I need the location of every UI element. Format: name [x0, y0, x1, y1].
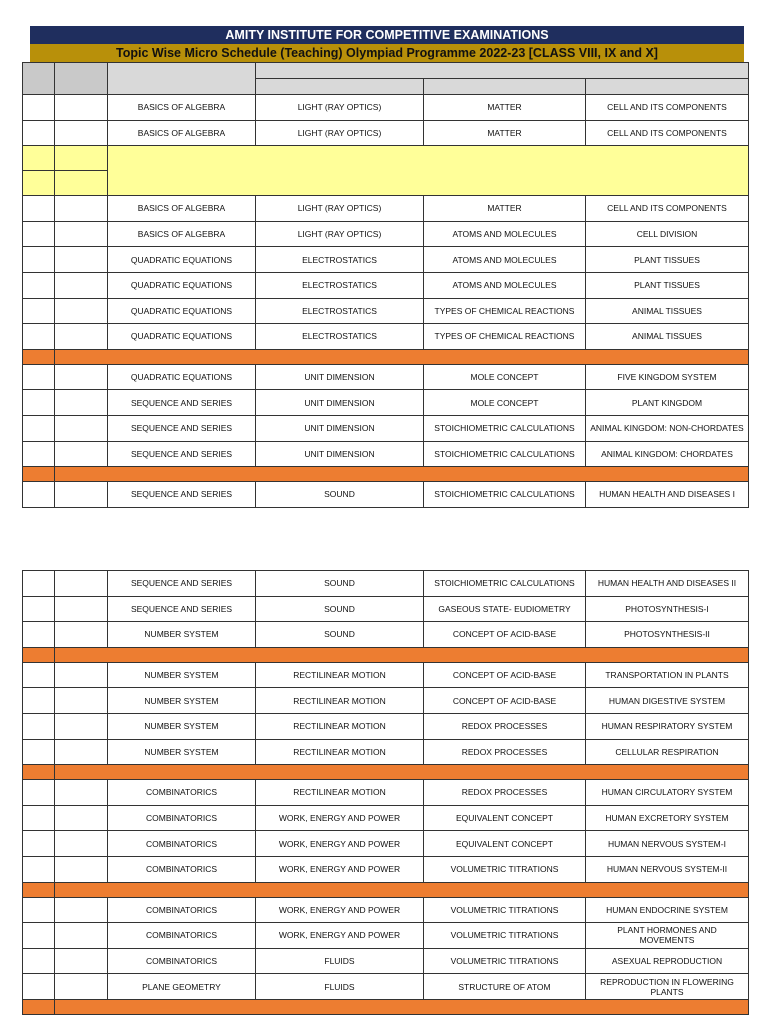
- divider-cell: [23, 882, 55, 897]
- section-divider-row: [23, 765, 749, 780]
- physics-topic-cell: LIGHT (RAY OPTICS): [256, 221, 424, 247]
- section-divider-row: [23, 647, 749, 662]
- maths-topic-cell: SEQUENCE AND SERIES: [108, 415, 256, 441]
- chemistry-topic-cell: TYPES OF CHEMICAL REACTIONS: [424, 324, 586, 350]
- chemistry-topic-cell: EQUIVALENT CONCEPT: [424, 831, 586, 857]
- day-cell: [55, 298, 108, 324]
- schedule-table-2: [22, 570, 749, 1015]
- table-row: [23, 974, 749, 1000]
- maths-topic-cell: COMBINATORICS: [108, 831, 256, 857]
- day-cell: [55, 415, 108, 441]
- table-row: [23, 221, 749, 247]
- section-divider-row: [23, 999, 749, 1014]
- day-cell: [55, 482, 108, 508]
- biology-topic-cell: HUMAN HEALTH AND DISEASES I: [586, 482, 749, 508]
- day-cell: [55, 441, 108, 467]
- maths-topic-cell: NUMBER SYSTEM: [108, 688, 256, 714]
- maths-topic-cell: COMBINATORICS: [108, 923, 256, 949]
- chemistry-topic-cell: TYPES OF CHEMICAL REACTIONS: [424, 298, 586, 324]
- day-cell: [55, 831, 108, 857]
- date-cell: [23, 739, 55, 765]
- physics-topic-cell: SOUND: [256, 622, 424, 648]
- chemistry-topic-cell: MATTER: [424, 196, 586, 222]
- physics-topic-cell: FLUIDS: [256, 948, 424, 974]
- chemistry-topic-cell: VOLUMETRIC TITRATIONS: [424, 948, 586, 974]
- maths-topic-cell: QUADRATIC EQUATIONS: [108, 324, 256, 350]
- day-cell: [55, 571, 108, 597]
- biology-topic-cell: CELL AND ITS COMPONENTS: [586, 196, 749, 222]
- chemistry-topic-cell: STOICHIOMETRIC CALCULATIONS: [424, 441, 586, 467]
- chemistry-topic-cell: MATTER: [424, 95, 586, 121]
- section-divider-row: [23, 467, 749, 482]
- date-cell: [23, 805, 55, 831]
- date-cell: [23, 856, 55, 882]
- physics-topic-cell: WORK, ENERGY AND POWER: [256, 923, 424, 949]
- physics-topic-cell: LIGHT (RAY OPTICS): [256, 95, 424, 121]
- divider-cell: [23, 999, 55, 1014]
- divider-cell: [55, 999, 749, 1014]
- day-cell: [55, 622, 108, 648]
- biology-topic-cell: CELL AND ITS COMPONENTS: [586, 120, 749, 146]
- physics-topic-cell: UNIT DIMENSION: [256, 390, 424, 416]
- day-cell: [55, 390, 108, 416]
- date-cell: [23, 923, 55, 949]
- institute-title: AMITY INSTITUTE FOR COMPETITIVE EXAMINATIONS: [30, 26, 744, 44]
- table-row: [23, 390, 749, 416]
- table-row: [23, 897, 749, 923]
- highlight-cell: [55, 146, 108, 171]
- biology-topic-cell: PHOTOSYNTHESIS-II: [586, 622, 749, 648]
- biology-topic-cell: ASEXUAL REPRODUCTION: [586, 948, 749, 974]
- physics-topic-cell: WORK, ENERGY AND POWER: [256, 831, 424, 857]
- biology-topic-cell: FIVE KINGDOM SYSTEM: [586, 364, 749, 390]
- header-cell: [256, 63, 749, 79]
- date-cell: [23, 713, 55, 739]
- maths-topic-cell: NUMBER SYSTEM: [108, 622, 256, 648]
- date-cell: [23, 974, 55, 1000]
- biology-topic-cell: HUMAN DIGESTIVE SYSTEM: [586, 688, 749, 714]
- table-row: [23, 415, 749, 441]
- maths-topic-cell: BASICS OF ALGEBRA: [108, 120, 256, 146]
- day-cell: [55, 221, 108, 247]
- table-row: [23, 95, 749, 121]
- day-cell: [55, 948, 108, 974]
- day-cell: [55, 923, 108, 949]
- date-cell: [23, 780, 55, 806]
- maths-topic-cell: SEQUENCE AND SERIES: [108, 441, 256, 467]
- programme-subtitle: Topic Wise Micro Schedule (Teaching) Olympiad Programme 2022-23 [CLASS VIII, IX and X]: [30, 44, 744, 62]
- physics-topic-cell: WORK, ENERGY AND POWER: [256, 856, 424, 882]
- date-cell: [23, 272, 55, 298]
- day-cell: [55, 974, 108, 1000]
- biology-topic-cell: CELLULAR RESPIRATION: [586, 739, 749, 765]
- chemistry-topic-cell: MATTER: [424, 120, 586, 146]
- biology-topic-cell: HUMAN NERVOUS SYSTEM-II: [586, 856, 749, 882]
- maths-topic-cell: COMBINATORICS: [108, 856, 256, 882]
- chemistry-topic-cell: STRUCTURE OF ATOM: [424, 974, 586, 1000]
- date-cell: [23, 662, 55, 688]
- biology-topic-cell: TRANSPORTATION IN PLANTS: [586, 662, 749, 688]
- divider-cell: [55, 765, 749, 780]
- chemistry-topic-cell: STOICHIOMETRIC CALCULATIONS: [424, 482, 586, 508]
- physics-topic-cell: UNIT DIMENSION: [256, 441, 424, 467]
- day-cell: [55, 95, 108, 121]
- table-row: [23, 196, 749, 222]
- physics-topic-cell: SOUND: [256, 482, 424, 508]
- chemistry-topic-cell: ATOMS AND MOLECULES: [424, 272, 586, 298]
- table-row: [23, 948, 749, 974]
- table-row: [23, 856, 749, 882]
- table-row: [23, 688, 749, 714]
- date-cell: [23, 897, 55, 923]
- divider-cell: [23, 765, 55, 780]
- table-row: [23, 739, 749, 765]
- date-cell: [23, 622, 55, 648]
- date-cell: [23, 247, 55, 273]
- maths-topic-cell: COMBINATORICS: [108, 805, 256, 831]
- date-cell: [23, 948, 55, 974]
- maths-topic-cell: NUMBER SYSTEM: [108, 662, 256, 688]
- physics-topic-cell: RECTILINEAR MOTION: [256, 780, 424, 806]
- day-cell: [55, 247, 108, 273]
- table-row: [23, 482, 749, 508]
- biology-topic-cell: PHOTOSYNTHESIS-I: [586, 596, 749, 622]
- physics-topic-cell: RECTILINEAR MOTION: [256, 662, 424, 688]
- physics-topic-cell: FLUIDS: [256, 974, 424, 1000]
- chemistry-topic-cell: CONCEPT OF ACID-BASE: [424, 688, 586, 714]
- day-cell: [55, 805, 108, 831]
- schedule-table-1: [22, 62, 749, 508]
- date-cell: [23, 390, 55, 416]
- table-row: [23, 923, 749, 949]
- date-cell: [23, 324, 55, 350]
- maths-topic-cell: NUMBER SYSTEM: [108, 739, 256, 765]
- physics-topic-cell: WORK, ENERGY AND POWER: [256, 897, 424, 923]
- table-row: [23, 324, 749, 350]
- table-row: [23, 662, 749, 688]
- physics-topic-cell: RECTILINEAR MOTION: [256, 713, 424, 739]
- maths-topic-cell: COMBINATORICS: [108, 897, 256, 923]
- day-cell: [55, 662, 108, 688]
- biology-topic-cell: HUMAN NERVOUS SYSTEM-I: [586, 831, 749, 857]
- table-row: [23, 596, 749, 622]
- highlight-row: [23, 146, 749, 171]
- maths-topic-cell: SEQUENCE AND SERIES: [108, 596, 256, 622]
- chemistry-topic-cell: REDOX PROCESSES: [424, 739, 586, 765]
- date-cell: [23, 364, 55, 390]
- date-cell: [23, 95, 55, 121]
- biology-topic-cell: ANIMAL KINGDOM: CHORDATES: [586, 441, 749, 467]
- maths-topic-cell: SEQUENCE AND SERIES: [108, 390, 256, 416]
- physics-topic-cell: UNIT DIMENSION: [256, 415, 424, 441]
- divider-cell: [55, 882, 749, 897]
- header-row: [23, 63, 749, 79]
- date-cell: [23, 298, 55, 324]
- header-cell: [586, 79, 749, 95]
- highlight-cell: [23, 146, 55, 171]
- date-cell: [23, 221, 55, 247]
- physics-topic-cell: ELECTROSTATICS: [256, 324, 424, 350]
- section-divider-row: [23, 349, 749, 364]
- maths-topic-cell: PLANE GEOMETRY: [108, 974, 256, 1000]
- biology-topic-cell: HUMAN CIRCULATORY SYSTEM: [586, 780, 749, 806]
- biology-topic-cell: REPRODUCTION IN FLOWERING PLANTS: [586, 974, 749, 1000]
- day-cell: [55, 324, 108, 350]
- chemistry-topic-cell: MOLE CONCEPT: [424, 364, 586, 390]
- physics-topic-cell: WORK, ENERGY AND POWER: [256, 805, 424, 831]
- physics-topic-cell: RECTILINEAR MOTION: [256, 688, 424, 714]
- table-row: [23, 441, 749, 467]
- maths-topic-cell: SEQUENCE AND SERIES: [108, 571, 256, 597]
- biology-topic-cell: HUMAN RESPIRATORY SYSTEM: [586, 713, 749, 739]
- header-cell: [424, 79, 586, 95]
- maths-topic-cell: QUADRATIC EQUATIONS: [108, 298, 256, 324]
- highlight-cell: [55, 171, 108, 196]
- physics-topic-cell: LIGHT (RAY OPTICS): [256, 120, 424, 146]
- maths-topic-cell: QUADRATIC EQUATIONS: [108, 272, 256, 298]
- date-cell: [23, 831, 55, 857]
- maths-topic-cell: COMBINATORICS: [108, 780, 256, 806]
- table-row: [23, 805, 749, 831]
- day-cell: [55, 856, 108, 882]
- day-cell: [55, 688, 108, 714]
- biology-topic-cell: PLANT HORMONES AND MOVEMENTS: [586, 923, 749, 949]
- physics-topic-cell: RECTILINEAR MOTION: [256, 739, 424, 765]
- biology-topic-cell: PLANT KINGDOM: [586, 390, 749, 416]
- header-cell: [256, 79, 424, 95]
- maths-topic-cell: QUADRATIC EQUATIONS: [108, 364, 256, 390]
- section-divider-row: [23, 882, 749, 897]
- physics-topic-cell: UNIT DIMENSION: [256, 364, 424, 390]
- table-row: [23, 831, 749, 857]
- day-cell: [55, 897, 108, 923]
- physics-topic-cell: SOUND: [256, 596, 424, 622]
- divider-cell: [55, 349, 749, 364]
- biology-topic-cell: CELL DIVISION: [586, 221, 749, 247]
- chemistry-topic-cell: MOLE CONCEPT: [424, 390, 586, 416]
- day-cell: [55, 780, 108, 806]
- physics-topic-cell: ELECTROSTATICS: [256, 247, 424, 273]
- table-row: [23, 298, 749, 324]
- table-row: [23, 247, 749, 273]
- header-cell: [55, 63, 108, 95]
- maths-topic-cell: COMBINATORICS: [108, 948, 256, 974]
- header-cell: [23, 63, 55, 95]
- physics-topic-cell: LIGHT (RAY OPTICS): [256, 196, 424, 222]
- day-cell: [55, 596, 108, 622]
- chemistry-topic-cell: ATOMS AND MOLECULES: [424, 221, 586, 247]
- biology-topic-cell: HUMAN EXCRETORY SYSTEM: [586, 805, 749, 831]
- date-cell: [23, 415, 55, 441]
- table-row: [23, 713, 749, 739]
- date-cell: [23, 120, 55, 146]
- header-cell: [108, 63, 256, 95]
- biology-topic-cell: CELL AND ITS COMPONENTS: [586, 95, 749, 121]
- day-cell: [55, 364, 108, 390]
- date-cell: [23, 441, 55, 467]
- table-row: [23, 364, 749, 390]
- chemistry-topic-cell: CONCEPT OF ACID-BASE: [424, 622, 586, 648]
- chemistry-topic-cell: EQUIVALENT CONCEPT: [424, 805, 586, 831]
- chemistry-topic-cell: VOLUMETRIC TITRATIONS: [424, 856, 586, 882]
- day-cell: [55, 739, 108, 765]
- biology-topic-cell: ANIMAL KINGDOM: NON-CHORDATES: [586, 415, 749, 441]
- biology-topic-cell: PLANT TISSUES: [586, 272, 749, 298]
- date-cell: [23, 571, 55, 597]
- date-cell: [23, 482, 55, 508]
- chemistry-topic-cell: GASEOUS STATE- EUDIOMETRY: [424, 596, 586, 622]
- date-cell: [23, 596, 55, 622]
- chemistry-topic-cell: REDOX PROCESSES: [424, 780, 586, 806]
- divider-cell: [23, 647, 55, 662]
- day-cell: [55, 196, 108, 222]
- table-row: [23, 571, 749, 597]
- divider-cell: [55, 647, 749, 662]
- physics-topic-cell: ELECTROSTATICS: [256, 298, 424, 324]
- day-cell: [55, 272, 108, 298]
- divider-cell: [55, 467, 749, 482]
- highlight-cell: [108, 146, 749, 196]
- table-row: [23, 120, 749, 146]
- biology-topic-cell: PLANT TISSUES: [586, 247, 749, 273]
- maths-topic-cell: SEQUENCE AND SERIES: [108, 482, 256, 508]
- chemistry-topic-cell: CONCEPT OF ACID-BASE: [424, 662, 586, 688]
- day-cell: [55, 120, 108, 146]
- maths-topic-cell: QUADRATIC EQUATIONS: [108, 247, 256, 273]
- chemistry-topic-cell: STOICHIOMETRIC CALCULATIONS: [424, 415, 586, 441]
- day-cell: [55, 713, 108, 739]
- chemistry-topic-cell: VOLUMETRIC TITRATIONS: [424, 897, 586, 923]
- divider-cell: [23, 349, 55, 364]
- biology-topic-cell: ANIMAL TISSUES: [586, 298, 749, 324]
- maths-topic-cell: NUMBER SYSTEM: [108, 713, 256, 739]
- physics-topic-cell: ELECTROSTATICS: [256, 272, 424, 298]
- chemistry-topic-cell: ATOMS AND MOLECULES: [424, 247, 586, 273]
- table-row: [23, 622, 749, 648]
- maths-topic-cell: BASICS OF ALGEBRA: [108, 95, 256, 121]
- chemistry-topic-cell: VOLUMETRIC TITRATIONS: [424, 923, 586, 949]
- biology-topic-cell: HUMAN ENDOCRINE SYSTEM: [586, 897, 749, 923]
- date-cell: [23, 688, 55, 714]
- divider-cell: [23, 467, 55, 482]
- chemistry-topic-cell: STOICHIOMETRIC CALCULATIONS: [424, 571, 586, 597]
- maths-topic-cell: BASICS OF ALGEBRA: [108, 221, 256, 247]
- chemistry-topic-cell: REDOX PROCESSES: [424, 713, 586, 739]
- physics-topic-cell: SOUND: [256, 571, 424, 597]
- highlight-cell: [23, 171, 55, 196]
- maths-topic-cell: BASICS OF ALGEBRA: [108, 196, 256, 222]
- table-row: [23, 272, 749, 298]
- date-cell: [23, 196, 55, 222]
- biology-topic-cell: ANIMAL TISSUES: [586, 324, 749, 350]
- biology-topic-cell: HUMAN HEALTH AND DISEASES II: [586, 571, 749, 597]
- table-row: [23, 780, 749, 806]
